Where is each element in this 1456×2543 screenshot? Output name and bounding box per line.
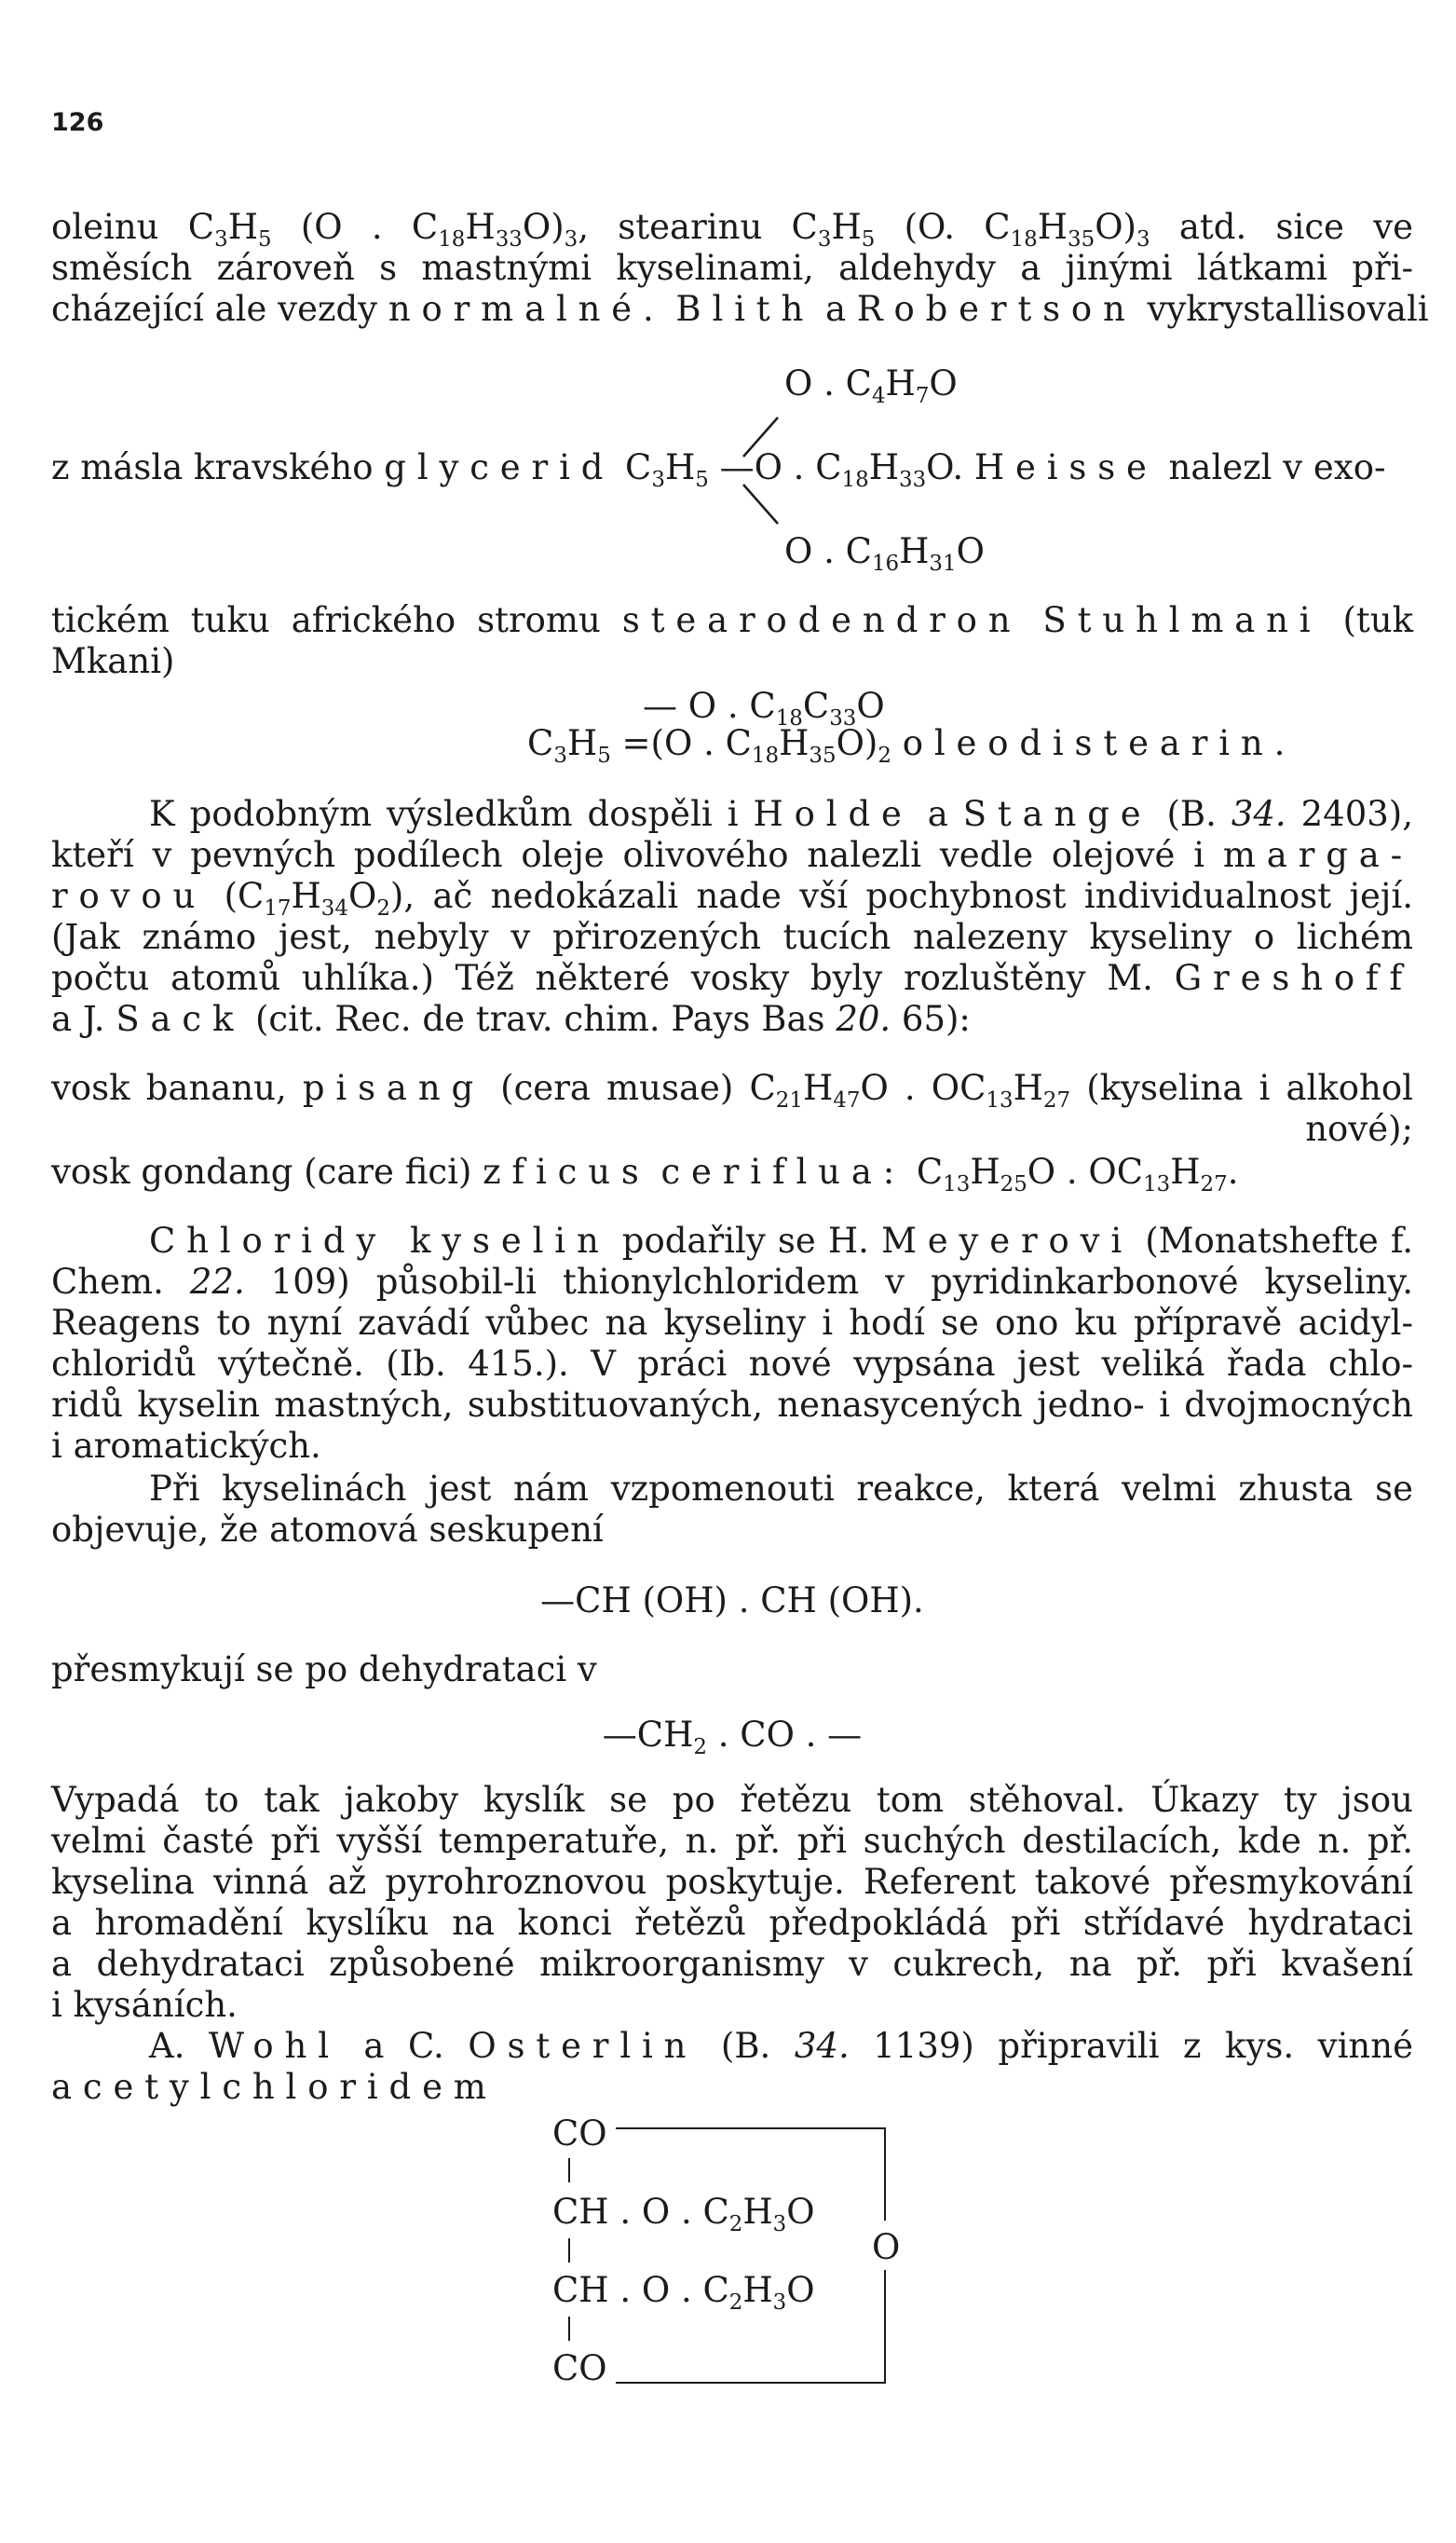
text-line: tickém tuku afrického stromu stearodendron Stuhlmani (tuk [51,600,1414,640]
text-line: rovou $(C_{17}H_{34}O_2)$, ač nedokázali nade vší pochybnost individualnost její. [51,876,1413,922]
bond-line [568,2317,570,2341]
text-line: cházející ale vezdy normalné. Blith a Robertson vykrystallisovali [51,289,1429,329]
bond-line [568,2158,570,2182]
formula-main: $C_3H_5 =(O$ . $C_{18}H_{35}O)_2$ oleodistearin. [527,723,1297,769]
text-line: směsích zároveň s mastnými kyselinami, aldehydy a jinými látkami při- [51,248,1413,288]
bond-line [568,2238,570,2263]
text-line: Mkani) [51,641,175,681]
text-line: (Jak známo jest, nebyly v přirozených tucích nalezeny kyseliny o lichém [51,917,1413,957]
text-line: Chloridy kyselin podařily se H. Meyerovi (Monatshefte f. [149,1221,1414,1261]
formula-co-bottom: CO [552,2348,607,2388]
text-line: přesmykují se po dehydrataci v [51,1649,597,1689]
text-line: Vypadá to tak jakoby kyslík se po řetězu tom stěhoval. Úkazy ty jsou [51,1780,1413,1820]
formula-oxygen: O [872,2227,901,2267]
text-line: i kysáních. [51,1985,238,2025]
text-line: K podobným výsledkům dospěli i Holde a Stange (B. 34. 2403), [149,794,1413,834]
bracket-side-lower [884,2270,886,2384]
text-line: objevuje, že atomová seskupení [51,1510,604,1550]
list-item-continuation: nové); [1305,1109,1413,1149]
text-line: a J. Sack (cit. Rec. de trav. chim. Pays Bas 20. 65): [51,999,971,1039]
text-line: chloridů výtečně. (Ib. 415.). V práci nové vypsána jest veliká řada chlo- [51,1344,1413,1384]
text-line: a hromadění kyslíku na konci řetězů předpokládá při střídavé hydrataci [51,1903,1413,1943]
list-item: vosk bananu, pisang (cera musae) $C_{21}H_{47}O$ . $OC_{13}H_{27}$ (kyselina i alkohol [51,1068,1413,1114]
text-line: velmi časté při vyšší temperatuře, n. př. při suchých destilacích, kde n. př. [51,1821,1413,1861]
text-line: i aromatických. [51,1426,321,1466]
text-line: a dehydrataci způsobené mikroorganismy v cukrech, na př. při kvašení [51,1944,1413,1984]
text-line: Při kyselinách jest nám vzpomenouti reakce, která velmi zhusta se [149,1469,1413,1509]
text-line: z másla kravského glycerid $C_3H_5$ —O . $C_{18}H_{33}O$. Heisse nalezl v exo- [51,447,1386,493]
formula-co-top: CO [552,2113,607,2153]
page-number: 126 [51,108,104,137]
list-item: vosk gondang (care fici) z ficus cerifluа: $C_{13}H_{25}O$ . $OC_{13}H_{27}$. [51,1152,1239,1197]
text-line: ridů kyselin mastných, substituovaných, nenasycených jedno- i dvojmocných [51,1385,1413,1425]
text-line: Reagens to nyní zavádí vůbec na kyseliny i hodí se ono ku přípravě acidyl- [51,1303,1413,1343]
formula-top: — O . $C_{18}C_{33}O$ [643,686,885,731]
text-line: kyselina vinná až pyrohroznovou poskytuje. Referent takové přesmykování [51,1862,1413,1902]
bracket-bottom [616,2382,886,2384]
formula-centered: $—CH_2$ . CO . — [602,1715,863,1760]
bracket-top [616,2127,886,2129]
text-line: A. Wohl a C. Osterlin (B. 34. 1139) připravili z kys. vinné [149,2026,1413,2066]
formula-ch-2: CH . O . $C_2H_3O$ [552,2270,815,2316]
text-line: počtu atomů uhlíka.) Též některé vosky byly rozluštěny M. Greshoff [51,958,1413,998]
formula-branch-bottom: O . $C_{16}H_{31}O$ [784,531,985,577]
text-line: acetylchloridem [51,2067,497,2107]
bracket-side-upper [884,2127,886,2221]
formula-branch-top: O . $C_4H_7O$ [784,363,958,409]
formula-ch-1: CH . O . $C_2H_3O$ [552,2192,815,2237]
text-line: oleinu $C_3H_5$ (O . $C_{18}H_{33}O)_3$, stearinu $C_3H_5$ (O. $C_{18}H_{35}O)_3$ atd. sice ve [51,207,1414,253]
text-line: kteří v pevných podílech oleje olivového nalezli vedle olejové i marga- [51,835,1413,875]
formula-centered: —CH (OH) . CH (OH). [540,1580,924,1620]
text-line: Chem. 22. 109) působil-li thionylchloridem v pyridinkarbonové kyseliny. [51,1262,1413,1302]
